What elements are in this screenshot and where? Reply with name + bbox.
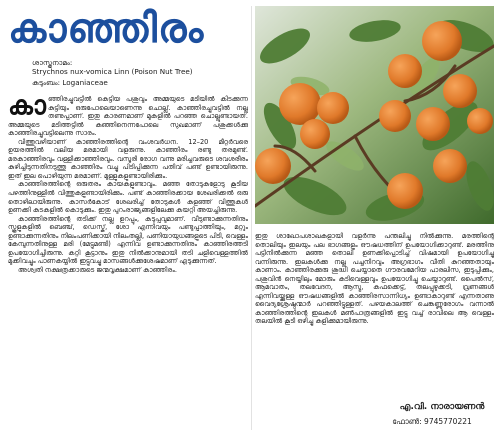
article-paragraph-3: കാഞ്ഞിരത്തിന്റെ ഒരുതരം കായകളുണ്ടാവും. മഞ്ഞ തോടുകളോടു കൂടിയ പഴത്തിനുള്ളിൽ വിത്തുകളുണ്ടായിരിക്കും. പണ്ട് കാഞ്ഞിരക്കായ ശേഖരിക്കൽ ഒരു തൊഴിലായിരുന്നു. കാസർകോട് ശേഖരിച്ച് തോടുകൾ കളഞ്ഞ് വിത്തുകൾ ഉണക്കി കടകളിൽ കൊടുക്കും. ഇതു പുറംരാജ്യങ്ങളിലേക്കു കയറ്റി അയച്ചിരുന്നു. <box>8 180 248 215</box>
fruit-branch-illustration <box>255 6 494 224</box>
phone-number: 9745770221 <box>424 417 472 426</box>
family-value: Loganiaceae <box>62 78 108 87</box>
family-line <box>32 78 252 87</box>
scientific-name-label: ശാസ്ത്രനാമം: <box>32 58 73 67</box>
phone-label: ഫോൺ: <box>392 417 422 426</box>
article-title: കാഞ്ഞിരം <box>8 6 205 52</box>
article-right-column <box>255 232 494 382</box>
kanjiram-photo <box>255 6 494 224</box>
family-label: കുടുംബം: <box>32 78 61 87</box>
author-name: എ.വി. നാരായണൻ <box>399 402 485 412</box>
article-paragraph-6: ഇതു ശാഖോപശാഖകളായി വളർന്നു പന്തലിച്ചു നിൽക്കുന്നു. മരത്തിന്റെ തൊലിയും ഇലയും പല ഭാഗങ്ങളും ഔഷധത്തിന് ഉപയോഗിക്കാറുണ്ട്. മരത്തിനു പട്ടിനിൽക്കുന്ന മഞ്ഞ തൊലി ഉണക്കിപ്പൊടിച്ച് വിഷമായി ഉപയോഗിച്ചു വന്നിരുന്നു. ഇലകൾക്കു നല്ല പച്ചനിറവും അഗ്രഭാഗം വീതി കുറഞ്ഞതായും കാണാം. കാഞ്ഞിരക്കുരു ശുദ്ധി ചെയ്യാതെ ഗൗരവമേറിയ പാരലിസ, ഇടുപ്പിക്കും, പശുവിൻ നെയ്യിലും മോരും കുടിവെള്ളവും ഉപയോഗിച്ചു ചെയ്യാറുണ്ട്. പൈൽസ്, ആമവാതം, തലവേദന, ആസ്മ, കഫക്കെട്ട്, തലപ്പുഴുക്കടി, വ്രണങ്ങൾ എന്നിവയ്ക്കുള്ള ഔഷധങ്ങളിൽ കാഞ്ഞിരസാന്നിധ്യം ഉണ്ടാകാറുണ്ട് എന്നതാണു വൈദ്യശ്രേഷ്ഠന്മാർ പറഞ്ഞിട്ടുള്ളത്. പഴയകാലത്ത് ചെങ്കണ്ണുരോഗം വന്നാൽ കാഞ്ഞിരത്തിന്റെ ഇലകൾ മൺപാത്രങ്ങളിൽ ഇട്ടു വച്ച് രാവിലെ ആ വെള്ളം തലയിൽ കൂടി ഒഴിച്ചു കുളിക്കുമായിരുന്നു. <box>255 232 494 326</box>
article-paragraph-5: അശ്വതി നക്ഷത്രക്കാരുടെ ജന്മവൃക്ഷമാണ് കാഞ്ഞിരം. <box>18 265 177 274</box>
column-divider <box>251 6 252 430</box>
article-paragraph-4: കാഞ്ഞിരത്തിന്റെ തടിക്ക് നല്ല ഉറപ്പും, കടുപ്പവുമാണ്. വീടുണ്ടാക്കുന്നതിനും സ്കൂളുകളിൽ ബെഞ്ച്, ഡെസ്ക്, ശോ എന്നിവയും പണ്ടുപ്പാത്തിയും, മറ്റും ഉണ്ടാക്കുന്നതിനും നിലംപണിക്കായി നിലംതല്ലി, പണിയായുധങ്ങളുടെ പിടി, വെള്ളം കേമ്പുന്നതിനുള്ള മരി (മേട്ടുമണ്ടി) എന്നിവ ഉണ്ടാക്കുന്നതിനും കാഞ്ഞിരത്തടി ഉപയോഗിച്ചിരുന്നു. കറ്റി കൂട്ടാനും ഇതു നിൽക്കാനുമായി തടി ചളിവെള്ളത്തിൽ മുക്കിവച്ചും പാണകയ്യിൽ ഇട്ടുവച്ചു മാസങ്ങൾക്കുശേഷമാണ് എടുക്കുന്നത്. <box>8 214 248 266</box>
scientific-name: Strychnos nux-vomica Linn (Poison Nut Tree) <box>32 67 193 76</box>
author-phone <box>370 417 494 427</box>
article-paragraph-1: കാഞ്ഞിരച്ചുവട്ടിൽ കെട്ടിയ പശുവും അമ്മയുടെ മടിയിൽ കിടക്കുന്ന കുട്ടിയും ഒരുപോലെയാണെന്നു ചൊല്ല്. കാഞ്ഞിരച്ചുവട്ടിൽ നല്ല തണുപ്പാണ്. ഇതു കാരണമാണ് മുകളിൽ പറഞ്ഞ ചൊല്ലുണ്ടായത്. അമ്മയുടെ മടിത്തട്ടിൽ കുഞ്ഞിനെന്നപോലെ സുഖമാണ് പശുക്കൾക്കു കാഞ്ഞിരച്ചുവട്ടിലെന്നു സാരം. <box>8 95 248 138</box>
article-left-column <box>8 95 248 430</box>
drop-cap: കാ <box>8 95 46 121</box>
article-paragraph-2: വിത്തുവഴിയാണ് കാഞ്ഞിരത്തിന്റെ വംശവർധന. 12–20 മീറ്റർവരെ ഉയരത്തിൽ വലിയ മരമായി വളരുന്നു. കാഞ്ഞിരം രണ്ടു തരമുണ്ട്. മരകാഞ്ഞിരവും വള്ളിക്കാഞ്ഞിരവും. വസൂരി രോഗ വന്നു മരിച്ചവരുടെ ശവശരീരം കുഴിച്ചിടുന്നതിനടുത്തു കാഞ്ഞിരം വച്ചു പിടിപ്പിക്കുന്ന പതിവ് പണ്ട് ഉണ്ടായിരുന്നു. ഇത് ഇല പൊഴിയുന്ന മരമാണ്. മുള്ളുകളുണ്ടായിരിക്കും. <box>8 137 248 180</box>
